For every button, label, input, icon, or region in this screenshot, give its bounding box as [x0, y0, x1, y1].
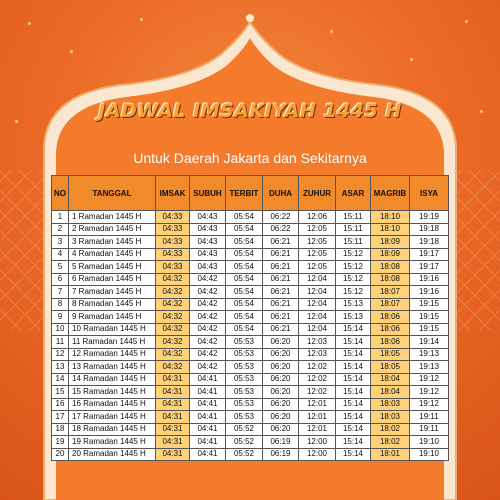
table-cell-tanggal: 8 Ramadan 1445 H [69, 298, 156, 311]
table-cell-subuh: 04:41 [190, 373, 226, 386]
table-cell-imsak: 04:32 [156, 286, 190, 299]
table-cell-isya: 19:12 [410, 398, 449, 411]
table-cell-isya: 19:10 [410, 448, 449, 461]
table-cell-zuhur: 12:02 [299, 361, 336, 374]
table-cell-subuh: 04:43 [190, 236, 226, 249]
table-cell-imsak: 04:33 [156, 248, 190, 261]
table-cell-terbit: 05:54 [226, 261, 263, 274]
table-cell-isya: 19:17 [410, 248, 449, 261]
table-cell-tanggal: 1 Ramadan 1445 H [69, 211, 156, 224]
table-cell-isya: 19:17 [410, 261, 449, 274]
table-body [52, 211, 449, 461]
table-row [52, 211, 449, 224]
table-row [52, 236, 449, 249]
header-cell: DUHA [263, 176, 299, 211]
header-cell: ISYA [410, 176, 449, 211]
table-row [52, 223, 449, 236]
table-cell-duha: 06:21 [263, 311, 299, 324]
table-cell-zuhur: 12:02 [299, 386, 336, 399]
table-cell-isya: 19:14 [410, 336, 449, 349]
table-cell-subuh: 04:42 [190, 348, 226, 361]
table-cell-asar: 15:14 [336, 436, 371, 449]
table-cell-zuhur: 12:00 [299, 436, 336, 449]
table-cell-subuh: 04:42 [190, 298, 226, 311]
table-cell-isya: 19:18 [410, 223, 449, 236]
table-cell-duha: 06:20 [263, 386, 299, 399]
table-cell-no: 3 [52, 236, 69, 249]
table-cell-asar: 15:14 [336, 386, 371, 399]
table-cell-magrib: 18:10 [371, 223, 410, 236]
table-cell-imsak: 04:31 [156, 398, 190, 411]
table-cell-subuh: 04:43 [190, 248, 226, 261]
table-cell-magrib: 18:02 [371, 423, 410, 436]
table-cell-isya: 19:16 [410, 286, 449, 299]
table-cell-asar: 15:13 [336, 298, 371, 311]
table-cell-duha: 06:21 [263, 273, 299, 286]
header-cell: TERBIT [226, 176, 263, 211]
table-cell-magrib: 18:05 [371, 348, 410, 361]
table-cell-magrib: 18:10 [371, 211, 410, 224]
table-header-row [52, 176, 449, 211]
table-cell-zuhur: 12:04 [299, 323, 336, 336]
table-cell-tanggal: 14 Ramadan 1445 H [69, 373, 156, 386]
table-cell-no: 20 [52, 448, 69, 461]
table-cell-magrib: 18:09 [371, 236, 410, 249]
table-cell-asar: 15:11 [336, 236, 371, 249]
table-cell-zuhur: 12:05 [299, 248, 336, 261]
table-cell-imsak: 04:32 [156, 348, 190, 361]
table-cell-tanggal: 12 Ramadan 1445 H [69, 348, 156, 361]
table-cell-magrib: 18:07 [371, 286, 410, 299]
table-cell-tanggal: 11 Ramadan 1445 H [69, 336, 156, 349]
table-cell-magrib: 18:06 [371, 311, 410, 324]
table-cell-duha: 06:19 [263, 436, 299, 449]
table-cell-terbit: 05:54 [226, 286, 263, 299]
table-cell-no: 5 [52, 261, 69, 274]
table-cell-duha: 06:20 [263, 398, 299, 411]
table-cell-asar: 15:13 [336, 311, 371, 324]
table-cell-terbit: 05:54 [226, 236, 263, 249]
table-cell-asar: 15:14 [336, 411, 371, 424]
table-cell-subuh: 04:42 [190, 323, 226, 336]
table-cell-imsak: 04:32 [156, 273, 190, 286]
table-row [52, 273, 449, 286]
table-cell-asar: 15:12 [336, 273, 371, 286]
table-cell-imsak: 04:32 [156, 361, 190, 374]
table-cell-duha: 06:21 [263, 323, 299, 336]
table-cell-no: 12 [52, 348, 69, 361]
table-cell-subuh: 04:41 [190, 448, 226, 461]
table-cell-subuh: 04:41 [190, 386, 226, 399]
table-cell-duha: 06:21 [263, 261, 299, 274]
table-cell-isya: 19:15 [410, 298, 449, 311]
table-cell-terbit: 05:52 [226, 436, 263, 449]
table-cell-asar: 15:12 [336, 248, 371, 261]
table-cell-magrib: 18:03 [371, 411, 410, 424]
table-cell-subuh: 04:42 [190, 273, 226, 286]
table-row [52, 286, 449, 299]
table-cell-imsak: 04:32 [156, 311, 190, 324]
table-cell-asar: 15:12 [336, 261, 371, 274]
table-cell-subuh: 04:41 [190, 436, 226, 449]
table-cell-imsak: 04:32 [156, 298, 190, 311]
table-cell-imsak: 04:32 [156, 323, 190, 336]
table-cell-duha: 06:21 [263, 286, 299, 299]
table-row [52, 248, 449, 261]
table-row [52, 298, 449, 311]
table-cell-isya: 19:11 [410, 423, 449, 436]
table-row [52, 361, 449, 374]
table-cell-terbit: 05:54 [226, 298, 263, 311]
header-cell: NO [52, 176, 69, 211]
table-cell-tanggal: 6 Ramadan 1445 H [69, 273, 156, 286]
table-cell-asar: 15:14 [336, 361, 371, 374]
table-cell-asar: 15:11 [336, 211, 371, 224]
table-cell-isya: 19:10 [410, 436, 449, 449]
table-cell-isya: 19:12 [410, 373, 449, 386]
table-cell-asar: 15:12 [336, 286, 371, 299]
table-cell-tanggal: 3 Ramadan 1445 H [69, 236, 156, 249]
table-cell-subuh: 04:42 [190, 311, 226, 324]
table-cell-duha: 06:21 [263, 236, 299, 249]
table-cell-imsak: 04:33 [156, 261, 190, 274]
table-cell-tanggal: 20 Ramadan 1445 H [69, 448, 156, 461]
table-cell-no: 15 [52, 386, 69, 399]
table-cell-duha: 06:19 [263, 448, 299, 461]
table-cell-magrib: 18:03 [371, 398, 410, 411]
table-cell-duha: 06:20 [263, 336, 299, 349]
table-cell-magrib: 18:09 [371, 248, 410, 261]
table-cell-magrib: 18:06 [371, 323, 410, 336]
table-row [52, 386, 449, 399]
table-cell-zuhur: 12:06 [299, 211, 336, 224]
header-cell: SUBUH [190, 176, 226, 211]
table-cell-zuhur: 12:01 [299, 423, 336, 436]
table-cell-duha: 06:20 [263, 348, 299, 361]
table-cell-duha: 06:22 [263, 211, 299, 224]
table-cell-terbit: 05:54 [226, 248, 263, 261]
table-cell-zuhur: 12:04 [299, 273, 336, 286]
table-cell-zuhur: 12:04 [299, 286, 336, 299]
table-cell-zuhur: 12:03 [299, 348, 336, 361]
table-row [52, 411, 449, 424]
imsakiyah-table [51, 175, 449, 461]
table-cell-zuhur: 12:02 [299, 373, 336, 386]
table-cell-duha: 06:20 [263, 423, 299, 436]
table-cell-terbit: 05:53 [226, 361, 263, 374]
table-cell-no: 10 [52, 323, 69, 336]
table-cell-imsak: 04:31 [156, 386, 190, 399]
table-cell-tanggal: 9 Ramadan 1445 H [69, 311, 156, 324]
table-cell-no: 17 [52, 411, 69, 424]
header-cell: TANGGAL [69, 176, 156, 211]
table-row [52, 436, 449, 449]
table-cell-terbit: 05:53 [226, 373, 263, 386]
table-cell-no: 9 [52, 311, 69, 324]
table-cell-no: 14 [52, 373, 69, 386]
table-cell-asar: 15:11 [336, 223, 371, 236]
table-cell-subuh: 04:41 [190, 423, 226, 436]
table-cell-magrib: 18:07 [371, 298, 410, 311]
table-cell-subuh: 04:43 [190, 223, 226, 236]
table-cell-zuhur: 12:04 [299, 298, 336, 311]
table-row [52, 373, 449, 386]
table-cell-zuhur: 12:05 [299, 261, 336, 274]
table-cell-terbit: 05:53 [226, 348, 263, 361]
table-cell-imsak: 04:33 [156, 236, 190, 249]
table-cell-duha: 06:22 [263, 223, 299, 236]
table-cell-asar: 15:14 [336, 336, 371, 349]
table-cell-no: 6 [52, 273, 69, 286]
table-cell-duha: 06:20 [263, 373, 299, 386]
table-cell-asar: 15:14 [336, 423, 371, 436]
table-cell-tanggal: 7 Ramadan 1445 H [69, 286, 156, 299]
table-row [52, 398, 449, 411]
page-title: JADWAL IMSAKIYAH 1445 H [98, 100, 402, 122]
table-cell-no: 8 [52, 298, 69, 311]
table-cell-magrib: 18:06 [371, 336, 410, 349]
table-cell-tanggal: 18 Ramadan 1445 H [69, 423, 156, 436]
table-cell-terbit: 05:53 [226, 386, 263, 399]
table-cell-terbit: 05:53 [226, 398, 263, 411]
table-cell-imsak: 04:31 [156, 448, 190, 461]
table-cell-duha: 06:20 [263, 411, 299, 424]
table-cell-imsak: 04:31 [156, 373, 190, 386]
table-cell-terbit: 05:54 [226, 273, 263, 286]
table-cell-magrib: 18:02 [371, 436, 410, 449]
table-row [52, 336, 449, 349]
table-row [52, 448, 449, 461]
table-cell-tanggal: 15 Ramadan 1445 H [69, 386, 156, 399]
table-cell-isya: 19:15 [410, 323, 449, 336]
table-row [52, 311, 449, 324]
table-cell-terbit: 05:53 [226, 336, 263, 349]
table-cell-tanggal: 16 Ramadan 1445 H [69, 398, 156, 411]
table-cell-asar: 15:14 [336, 448, 371, 461]
table-cell-zuhur: 12:01 [299, 411, 336, 424]
table-cell-magrib: 18:01 [371, 448, 410, 461]
table-cell-magrib: 18:04 [371, 386, 410, 399]
table-cell-terbit: 05:53 [226, 411, 263, 424]
table-cell-isya: 19:11 [410, 411, 449, 424]
table-cell-tanggal: 4 Ramadan 1445 H [69, 248, 156, 261]
table-cell-isya: 19:19 [410, 211, 449, 224]
table-cell-no: 4 [52, 248, 69, 261]
table-cell-asar: 15:14 [336, 398, 371, 411]
table-cell-terbit: 05:54 [226, 223, 263, 236]
table-cell-no: 18 [52, 423, 69, 436]
table-cell-isya: 19:12 [410, 386, 449, 399]
table-cell-tanggal: 2 Ramadan 1445 H [69, 223, 156, 236]
table-cell-no: 13 [52, 361, 69, 374]
table-cell-no: 2 [52, 223, 69, 236]
table-cell-imsak: 04:33 [156, 223, 190, 236]
table-cell-no: 7 [52, 286, 69, 299]
table-cell-isya: 19:16 [410, 273, 449, 286]
table-cell-isya: 19:13 [410, 361, 449, 374]
table-cell-subuh: 04:41 [190, 411, 226, 424]
table-cell-no: 19 [52, 436, 69, 449]
table-cell-zuhur: 12:01 [299, 398, 336, 411]
table-cell-zuhur: 12:00 [299, 448, 336, 461]
table-cell-zuhur: 12:05 [299, 223, 336, 236]
table-cell-asar: 15:14 [336, 348, 371, 361]
header-cell: ZUHUR [299, 176, 336, 211]
table-cell-zuhur: 12:03 [299, 336, 336, 349]
header-cell: MAGRIB [371, 176, 410, 211]
table-cell-isya: 19:13 [410, 348, 449, 361]
table-cell-tanggal: 17 Ramadan 1445 H [69, 411, 156, 424]
table-cell-tanggal: 19 Ramadan 1445 H [69, 436, 156, 449]
table-row [52, 348, 449, 361]
table-cell-terbit: 05:54 [226, 311, 263, 324]
table-row [52, 261, 449, 274]
table-cell-subuh: 04:43 [190, 261, 226, 274]
table-cell-imsak: 04:32 [156, 336, 190, 349]
table-cell-duha: 06:20 [263, 361, 299, 374]
table-cell-duha: 06:21 [263, 298, 299, 311]
table-cell-isya: 19:15 [410, 311, 449, 324]
table-cell-magrib: 18:08 [371, 261, 410, 274]
table-cell-terbit: 05:54 [226, 323, 263, 336]
table-cell-terbit: 05:54 [226, 211, 263, 224]
header-cell: IMSAK [156, 176, 190, 211]
table-cell-terbit: 05:52 [226, 423, 263, 436]
table-cell-subuh: 04:43 [190, 211, 226, 224]
table-cell-asar: 15:14 [336, 323, 371, 336]
table-row [52, 323, 449, 336]
table-cell-magrib: 18:05 [371, 361, 410, 374]
table-cell-tanggal: 13 Ramadan 1445 H [69, 361, 156, 374]
table-cell-magrib: 18:08 [371, 273, 410, 286]
table-cell-subuh: 04:41 [190, 398, 226, 411]
table-cell-terbit: 05:52 [226, 448, 263, 461]
table-cell-subuh: 04:42 [190, 361, 226, 374]
table-row [52, 423, 449, 436]
table-cell-asar: 15:14 [336, 373, 371, 386]
table-cell-imsak: 04:33 [156, 211, 190, 224]
table-cell-no: 16 [52, 398, 69, 411]
table-cell-no: 11 [52, 336, 69, 349]
table-cell-isya: 19:18 [410, 236, 449, 249]
table-cell-tanggal: 5 Ramadan 1445 H [69, 261, 156, 274]
table-cell-subuh: 04:42 [190, 336, 226, 349]
table-cell-no: 1 [52, 211, 69, 224]
table-cell-zuhur: 12:04 [299, 311, 336, 324]
page-subtitle: Untuk Daerah Jakarta dan Sekitarnya [133, 150, 367, 166]
header-cell: ASAR [336, 176, 371, 211]
table-cell-imsak: 04:31 [156, 423, 190, 436]
table-cell-tanggal: 10 Ramadan 1445 H [69, 323, 156, 336]
table-cell-magrib: 18:04 [371, 373, 410, 386]
table-cell-imsak: 04:31 [156, 411, 190, 424]
table-cell-zuhur: 12:05 [299, 236, 336, 249]
table-cell-imsak: 04:31 [156, 436, 190, 449]
table-cell-duha: 06:21 [263, 248, 299, 261]
table-cell-subuh: 04:42 [190, 286, 226, 299]
